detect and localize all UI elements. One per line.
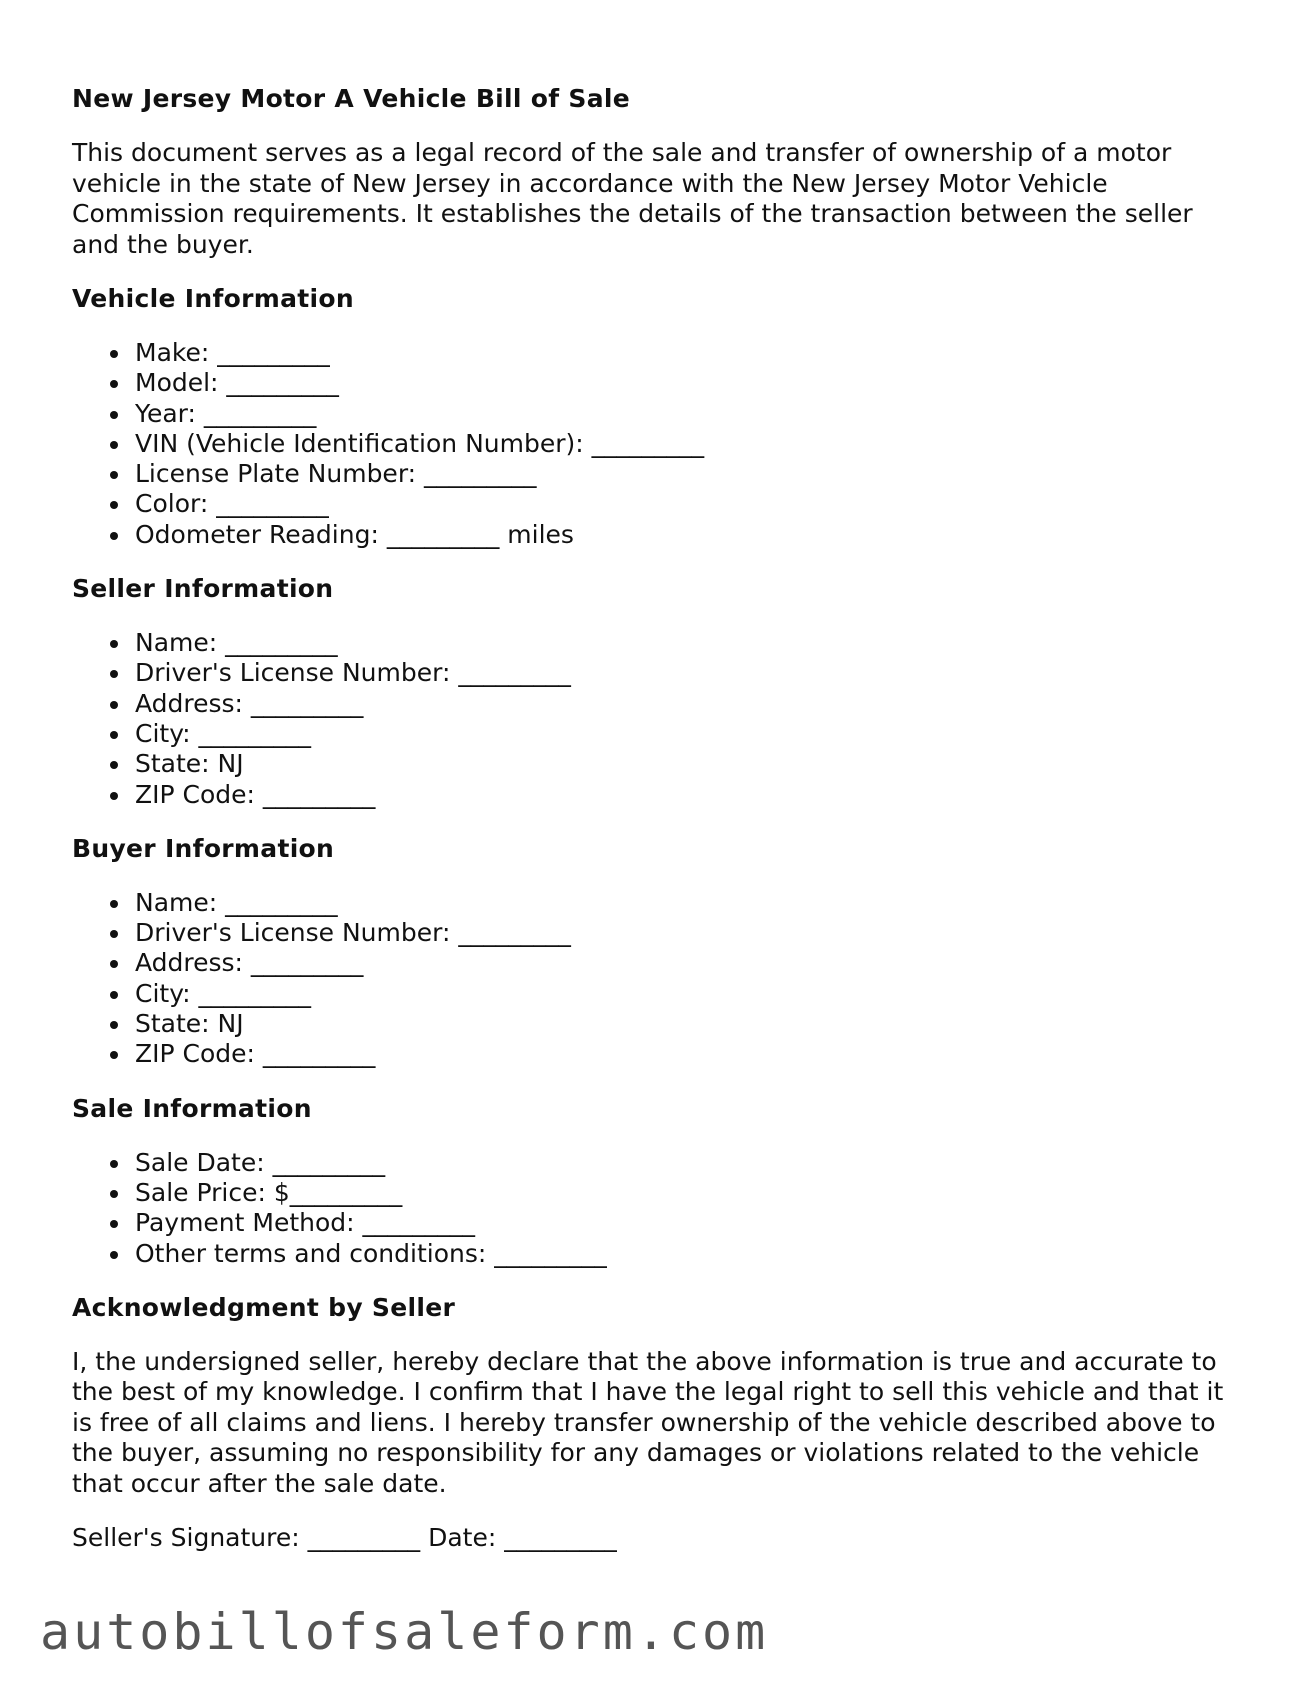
acknowledgment-paragraph: I, the undersigned seller, hereby declare that the above information is true and accurate to the best of my knowledge. I confirm that I have the legal right to sell this vehicle and that it is free of all claims and liens. I hereby transfer ownership of the vehicle described above to the buyer, assuming no responsibility for any damages or violations related to the vehicle that occur after the sale date.: [72, 1346, 1224, 1498]
acknowledgment-heading: Acknowledgment by Seller: [72, 1292, 456, 1322]
sale-price-field: Sale Price: $_________: [135, 1178, 1232, 1208]
seller-signature-line: Seller's Signature: _________ Date: _________: [72, 1523, 617, 1553]
sale-section-heading: Sale Information: [72, 1093, 312, 1123]
seller-license-field: Driver's License Number: _________: [135, 658, 1232, 688]
intro-paragraph: This document serves as a legal record of the sale and transfer of ownership of a motor vehicle in the state of New Jersey in accordance with the New Jersey Motor Vehicle Commission requirements. It establishes the details of the transaction between the seller and the buyer.: [72, 138, 1193, 259]
document-title: New Jersey Motor A Vehicle Bill of Sale: [72, 84, 631, 113]
vehicle-field-list: [72, 338, 1232, 550]
document-page: [72, 80, 1232, 1553]
vehicle-vin-field: VIN (Vehicle Identification Number): _________: [135, 429, 1232, 459]
buyer-name-field: Name: _________: [135, 888, 1232, 918]
seller-state-field: State: NJ: [135, 749, 1232, 779]
buyer-state-field: State: NJ: [135, 1009, 1232, 1039]
buyer-city-field: City: _________: [135, 979, 1232, 1009]
seller-city-field: City: _________: [135, 719, 1232, 749]
seller-address-field: Address: _________: [135, 689, 1232, 719]
buyer-section-heading: Buyer Information: [72, 833, 335, 863]
vehicle-section-heading: Vehicle Information: [72, 284, 354, 313]
vehicle-odometer-field: Odometer Reading: _________ miles: [135, 520, 1232, 550]
vehicle-plate-field: License Plate Number: _________: [135, 459, 1232, 489]
seller-name-field: Name: _________: [135, 628, 1232, 658]
vehicle-make-field: Make: _________: [135, 338, 1232, 368]
seller-field-list: [72, 628, 1232, 810]
site-watermark: autobillofsaleform.com: [40, 1603, 769, 1661]
other-terms-field: Other terms and conditions: _________: [135, 1239, 1232, 1269]
buyer-address-field: Address: _________: [135, 948, 1232, 978]
seller-zip-field: ZIP Code: _________: [135, 780, 1232, 810]
vehicle-model-field: Model: _________: [135, 368, 1232, 398]
seller-section-heading: Seller Information: [72, 574, 334, 604]
buyer-field-list: [72, 888, 1232, 1070]
sale-date-field: Sale Date: _________: [135, 1148, 1232, 1178]
buyer-zip-field: ZIP Code: _________: [135, 1039, 1232, 1069]
sale-field-list: [72, 1148, 1232, 1269]
vehicle-year-field: Year: _________: [135, 399, 1232, 429]
payment-method-field: Payment Method: _________: [135, 1208, 1232, 1238]
vehicle-color-field: Color: _________: [135, 489, 1232, 519]
buyer-license-field: Driver's License Number: _________: [135, 918, 1232, 948]
